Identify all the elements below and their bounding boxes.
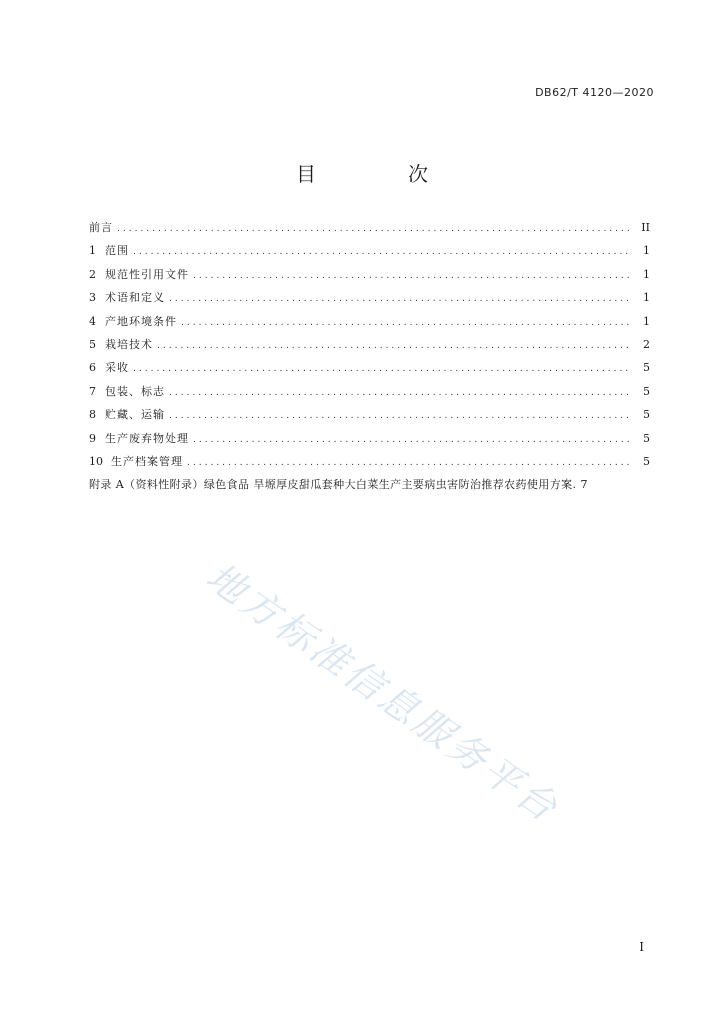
toc-entry-number: 4 bbox=[89, 314, 96, 328]
toc-entry-page: 5 bbox=[643, 454, 650, 468]
toc-entry-9[interactable] bbox=[89, 427, 650, 450]
toc-entry-number: 1 bbox=[89, 244, 96, 258]
toc-entry-label: 贮藏、运输 bbox=[105, 408, 165, 422]
toc-entry-page: 5 bbox=[643, 431, 650, 445]
toc-entry-4[interactable] bbox=[89, 310, 650, 333]
toc-entry-page: 7 bbox=[580, 478, 588, 492]
toc-leader-dots bbox=[181, 312, 632, 333]
toc-leader-dots bbox=[193, 265, 632, 286]
toc-entry-number: 10 bbox=[89, 454, 103, 468]
toc-entry-page: 1 bbox=[643, 267, 650, 281]
toc-entry-5[interactable] bbox=[89, 333, 650, 356]
toc-entry-1[interactable] bbox=[89, 239, 650, 262]
page-number: I bbox=[639, 940, 644, 954]
toc-entry-annex-a[interactable] bbox=[89, 473, 650, 496]
toc-entry-label: 包装、标志 bbox=[105, 384, 165, 398]
toc-entry-2[interactable] bbox=[89, 263, 650, 286]
toc-entry-number: 2 bbox=[89, 267, 96, 281]
toc-entry-label: 产地环境条件 bbox=[105, 314, 177, 328]
page-title: 目 次 bbox=[296, 162, 464, 186]
toc-leader-dots bbox=[157, 335, 632, 356]
toc-leader-dots bbox=[169, 405, 632, 426]
toc-entry-page: 1 bbox=[643, 244, 650, 258]
toc-entry-label: 栽培技术 bbox=[105, 337, 153, 351]
watermark: 地方标准信息服务平台 bbox=[198, 554, 568, 832]
toc-leader-dots bbox=[117, 218, 632, 239]
toc-entry-page: 5 bbox=[643, 384, 650, 398]
table-of-contents bbox=[89, 216, 650, 497]
toc-entry-6[interactable] bbox=[89, 356, 650, 379]
toc-entry-number: 9 bbox=[89, 431, 96, 445]
toc-entry-number: 7 bbox=[89, 384, 96, 398]
toc-entry-label: 前言 bbox=[89, 221, 113, 234]
toc-leader-dots bbox=[187, 452, 632, 473]
toc-entry-label: 附录 A（资料性附录）绿色食品 旱塬厚皮甜瓜套种大白菜生产主要病虫害防治推荐农药使用方案. bbox=[89, 478, 577, 492]
toc-entry-label: 规范性引用文件 bbox=[105, 267, 189, 281]
toc-entry-page: II bbox=[641, 221, 650, 234]
toc-entry-label: 生产废弃物处理 bbox=[105, 431, 189, 445]
toc-entry-foreword[interactable] bbox=[89, 216, 650, 239]
toc-leader-dots bbox=[169, 288, 632, 309]
toc-entry-8[interactable] bbox=[89, 403, 650, 426]
toc-entry-page: 1 bbox=[643, 291, 650, 305]
toc-entry-page: 1 bbox=[643, 314, 650, 328]
toc-entry-number: 3 bbox=[89, 291, 96, 305]
toc-entry-label: 范围 bbox=[105, 244, 129, 258]
toc-entry-page: 5 bbox=[643, 361, 650, 375]
toc-entry-number: 6 bbox=[89, 361, 96, 375]
toc-entry-number: 8 bbox=[89, 408, 96, 422]
toc-leader-dots bbox=[193, 429, 632, 450]
toc-entry-label: 生产档案管理 bbox=[111, 454, 183, 468]
toc-entry-page: 5 bbox=[643, 408, 650, 422]
toc-leader-dots bbox=[133, 358, 632, 379]
toc-leader-dots bbox=[133, 241, 632, 262]
toc-entry-number: 5 bbox=[89, 337, 96, 351]
toc-entry-label: 采收 bbox=[105, 361, 129, 375]
toc-entry-label: 术语和定义 bbox=[105, 291, 165, 305]
document-code: DB62/T 4120—2020 bbox=[535, 86, 654, 99]
toc-entry-3[interactable] bbox=[89, 286, 650, 309]
toc-entry-10[interactable] bbox=[89, 450, 650, 473]
toc-leader-dots bbox=[169, 382, 632, 403]
toc-entry-page: 2 bbox=[643, 337, 650, 351]
toc-entry-7[interactable] bbox=[89, 380, 650, 403]
